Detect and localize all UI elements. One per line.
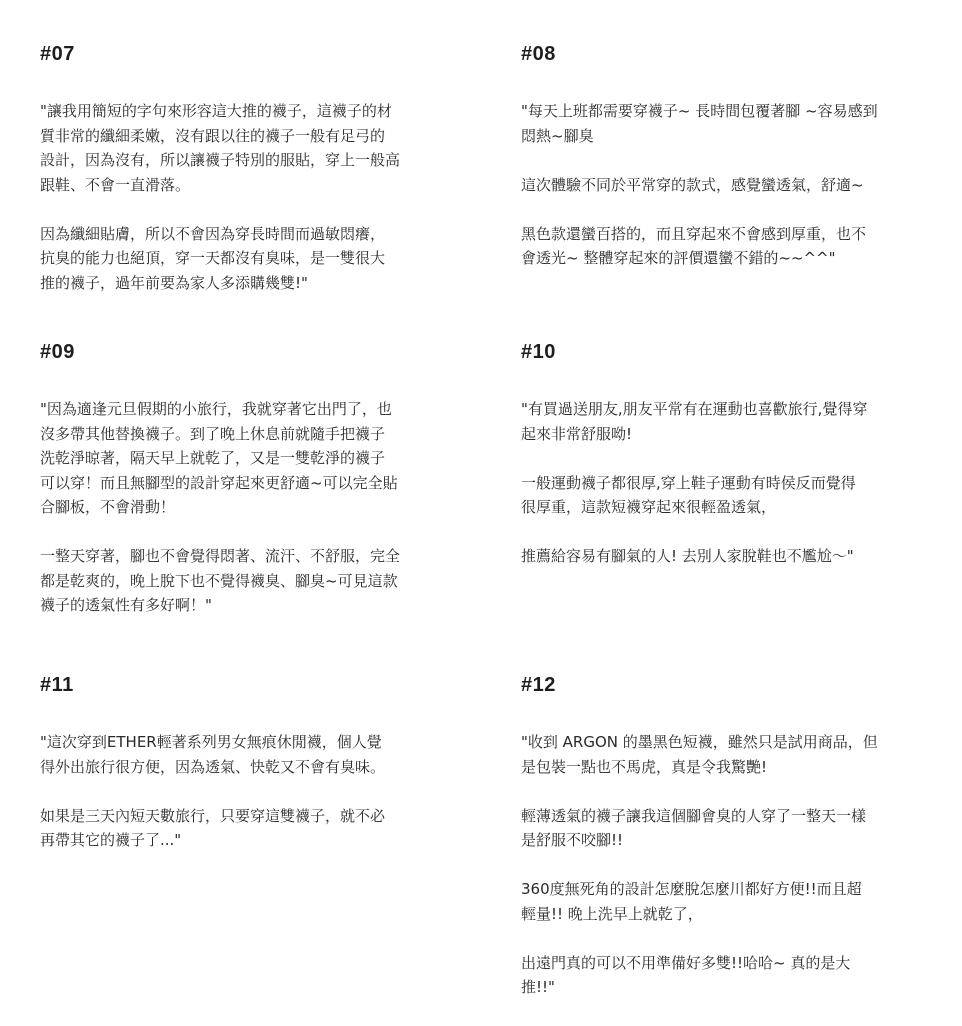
review-09	[40, 340, 460, 618]
review-number: #12	[521, 674, 556, 696]
review-paragraph: "每天上班都需要穿襪子~ 長時間包覆著腳 ~容易感到 悶熱~腳臭	[521, 102, 878, 145]
review-paragraph: "收到 ARGON 的墨黑色短襪，雖然只是試用商品，但 是包裝一點也不馬虎，真是令我驚艷!	[521, 733, 878, 776]
review-number: #09	[40, 341, 75, 363]
review-paragraph: 這次體驗不同於平常穿的款式，感覺蠻透氣，舒適~	[521, 175, 864, 194]
review-number: #10	[521, 341, 556, 363]
review-10	[521, 340, 941, 569]
review-paragraph: 輕薄透氣的襪子讓我這個腳會臭的人穿了一整天一樣 是舒服不咬腳!!	[521, 806, 867, 849]
review-paragraph: 出遠門真的可以不用準備好多雙!!哈哈~ 真的是大 推!!"	[521, 953, 851, 996]
review-12	[521, 673, 941, 1000]
review-paragraph: 黑色款還蠻百搭的，而且穿起來不會感到厚重，也不 會透光~ 整體穿起來的評價還蠻不錯的~~^^"	[521, 224, 867, 267]
review-11	[40, 673, 460, 853]
review-number: #08	[521, 43, 556, 65]
review-paragraph: 推薦給容易有腳氣的人! 去別人家脫鞋也不尷尬～"	[521, 547, 854, 565]
review-07	[40, 42, 460, 295]
review-number: #11	[40, 674, 74, 696]
review-paragraph: "這次穿到ETHER輕著系列男女無痕休閒襪，個人覺 得外出旅行很方便，因為透氣、快乾又不會有臭味。	[40, 733, 386, 776]
review-paragraph: 因為纖細貼膚，所以不會因為穿長時間而過敏悶癢， 抗臭的能力也絕頂，穿一天都沒有臭味，是一雙很大 推的襪子，過年前要為家人多添購幾雙!"	[40, 224, 386, 292]
review-number: #07	[40, 43, 75, 65]
review-paragraph: "有買過送朋友,朋友平常有在運動也喜歡旅行,覺得穿 起來非常舒服呦!	[521, 400, 868, 443]
review-paragraph: "讓我用簡短的字句來形容這大推的襪子，這襪子的材 質非常的纖細柔嫩，沒有跟以往的襪子一般有足弓的 設計，因為沒有，所以讓襪子特別的服貼，穿上一般高 跟鞋、不會一直滑落。	[40, 102, 401, 194]
review-paragraph: 360度無死角的設計怎麼脫怎麼川都好方便!!而且超 輕量!! 晚上洗早上就乾了，	[521, 880, 862, 923]
review-paragraph: 一整天穿著，腳也不會覺得悶著、流汗、不舒服，完全 都是乾爽的，晚上脫下也不覺得襪臭、腳臭~可見這款 襪子的透氣性有多好啊！"	[40, 547, 401, 614]
review-paragraph: "因為適逢元旦假期的小旅行，我就穿著它出門了，也 沒多帶其他替換襪子。到了晚上休息前就隨手把襪子 洗乾淨晾著，隔天早上就乾了，又是一雙乾淨的襪子 可以穿！而且無腳型的設計穿起來更舒適~可以完全貼 合腳板，不會滑動！	[40, 400, 398, 516]
review-08	[521, 42, 941, 271]
review-paragraph: 一般運動襪子都很厚,穿上鞋子運動有時侯反而覺得 很厚重，這款短襪穿起來很輕盈透氣，	[521, 473, 856, 516]
review-paragraph: 如果是三天內短天數旅行，只要穿這雙襪子，就不必 再帶其它的襪子了..."	[40, 806, 386, 849]
